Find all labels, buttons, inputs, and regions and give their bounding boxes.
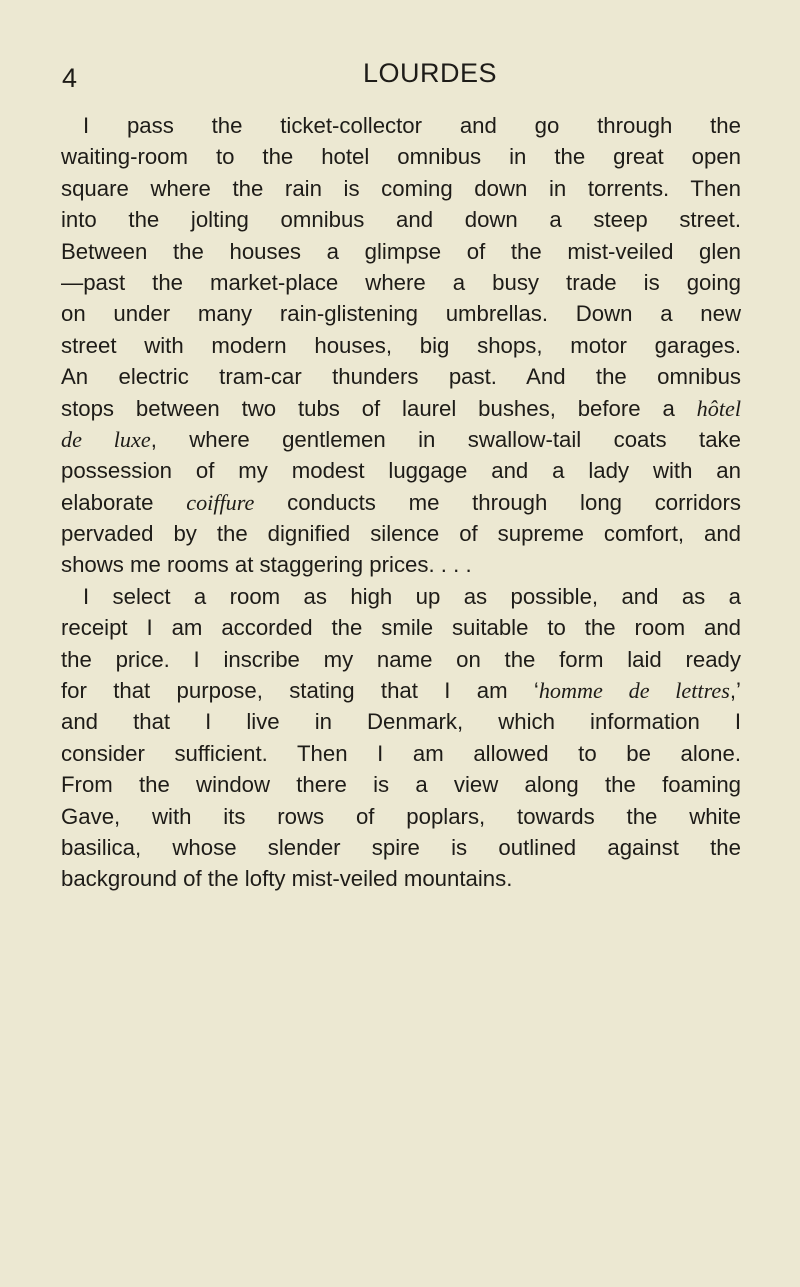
text-line: [61, 549, 741, 580]
text-segment: shows me rooms at staggering prices. . . .: [61, 552, 472, 578]
text-segment: From the window there is a view along the foaming: [61, 772, 741, 798]
text-line: [61, 455, 741, 486]
paragraph: [61, 581, 741, 895]
text-line: [61, 581, 741, 612]
text-line: [61, 801, 741, 832]
page-number: 4: [62, 63, 78, 93]
text-segment: possession of my modest luggage and a lady with an: [61, 458, 741, 484]
text-segment: receipt I am accorded the smile suitable to the room and: [61, 615, 741, 641]
text-line: [61, 832, 741, 863]
text-line: [61, 738, 741, 769]
text-segment: Between the houses a glimpse of the mist-veiled glen: [61, 238, 741, 264]
text-line: [61, 330, 741, 361]
text-line: [61, 706, 741, 737]
text-line: [61, 644, 741, 675]
running-head: [0, 52, 800, 92]
text-line: [61, 236, 741, 267]
text-segment: into the jolting omnibus and down a steep street.: [61, 207, 741, 233]
text-line: [61, 393, 741, 424]
text-segment: street with modern houses, big shops, motor garages.: [61, 332, 741, 358]
text-line: [61, 769, 741, 800]
text-segment: , where gentlemen in swallow-tail coats take: [150, 426, 741, 452]
text-segment: square where the rain is coming down in torrents. Then: [61, 175, 741, 201]
text-line: [61, 361, 741, 392]
chapter-title: LOURDES: [362, 58, 498, 88]
text-segment: for that purpose, stating that I am ‘: [61, 678, 539, 704]
italic-text: de luxe: [61, 426, 151, 452]
text-segment: on under many rain-glistening umbrellas. Down a new: [61, 301, 741, 327]
text-segment: waiting-room to the hotel omnibus in the great open: [61, 144, 741, 170]
text-line: [61, 204, 741, 235]
text-segment: I pass the ticket-collector and go through the: [83, 113, 741, 138]
italic-text: coiffure: [186, 489, 255, 515]
italic-text: hôtel: [696, 395, 741, 421]
text-segment: I select a room as high up as possible, and as a: [83, 583, 741, 609]
text-segment: and that I live in Denmark, which information I: [61, 709, 741, 735]
text-segment: basilica, whose slender spire is outlined against the: [61, 834, 741, 860]
text-segment: the price. I inscribe my name on the form laid ready: [61, 646, 741, 672]
text-line: [61, 173, 741, 204]
body-text: [61, 110, 741, 895]
text-segment: elaborate: [61, 489, 187, 515]
text-line: [61, 518, 741, 549]
text-segment: An electric tram-car thunders past. And the omnibus: [61, 364, 741, 390]
text-line: [61, 424, 741, 455]
text-segment: background of the lofty mist-veiled mountains.: [61, 866, 513, 892]
text-line: [61, 267, 741, 298]
text-segment: consider sufficient. Then I am allowed to be alone.: [61, 740, 741, 766]
text-segment: Gave, with its rows of poplars, towards the white: [61, 803, 741, 829]
text-line: [61, 110, 741, 141]
text-segment: ,’: [729, 678, 741, 704]
text-line: [61, 863, 741, 894]
text-segment: —past the market-place where a busy trade is going: [61, 269, 741, 295]
text-line: [61, 487, 741, 518]
paragraph: [61, 110, 741, 581]
italic-text: homme de lettres: [538, 678, 730, 704]
text-line: [61, 298, 741, 329]
text-segment: stops between two tubs of laurel bushes, before a: [61, 395, 697, 421]
text-segment: conducts me through long corridors: [254, 489, 741, 515]
text-line: [61, 141, 741, 172]
text-line: [61, 612, 741, 643]
text-line: [61, 675, 741, 706]
text-segment: pervaded by the dignified silence of supreme comfort, and: [61, 521, 741, 547]
